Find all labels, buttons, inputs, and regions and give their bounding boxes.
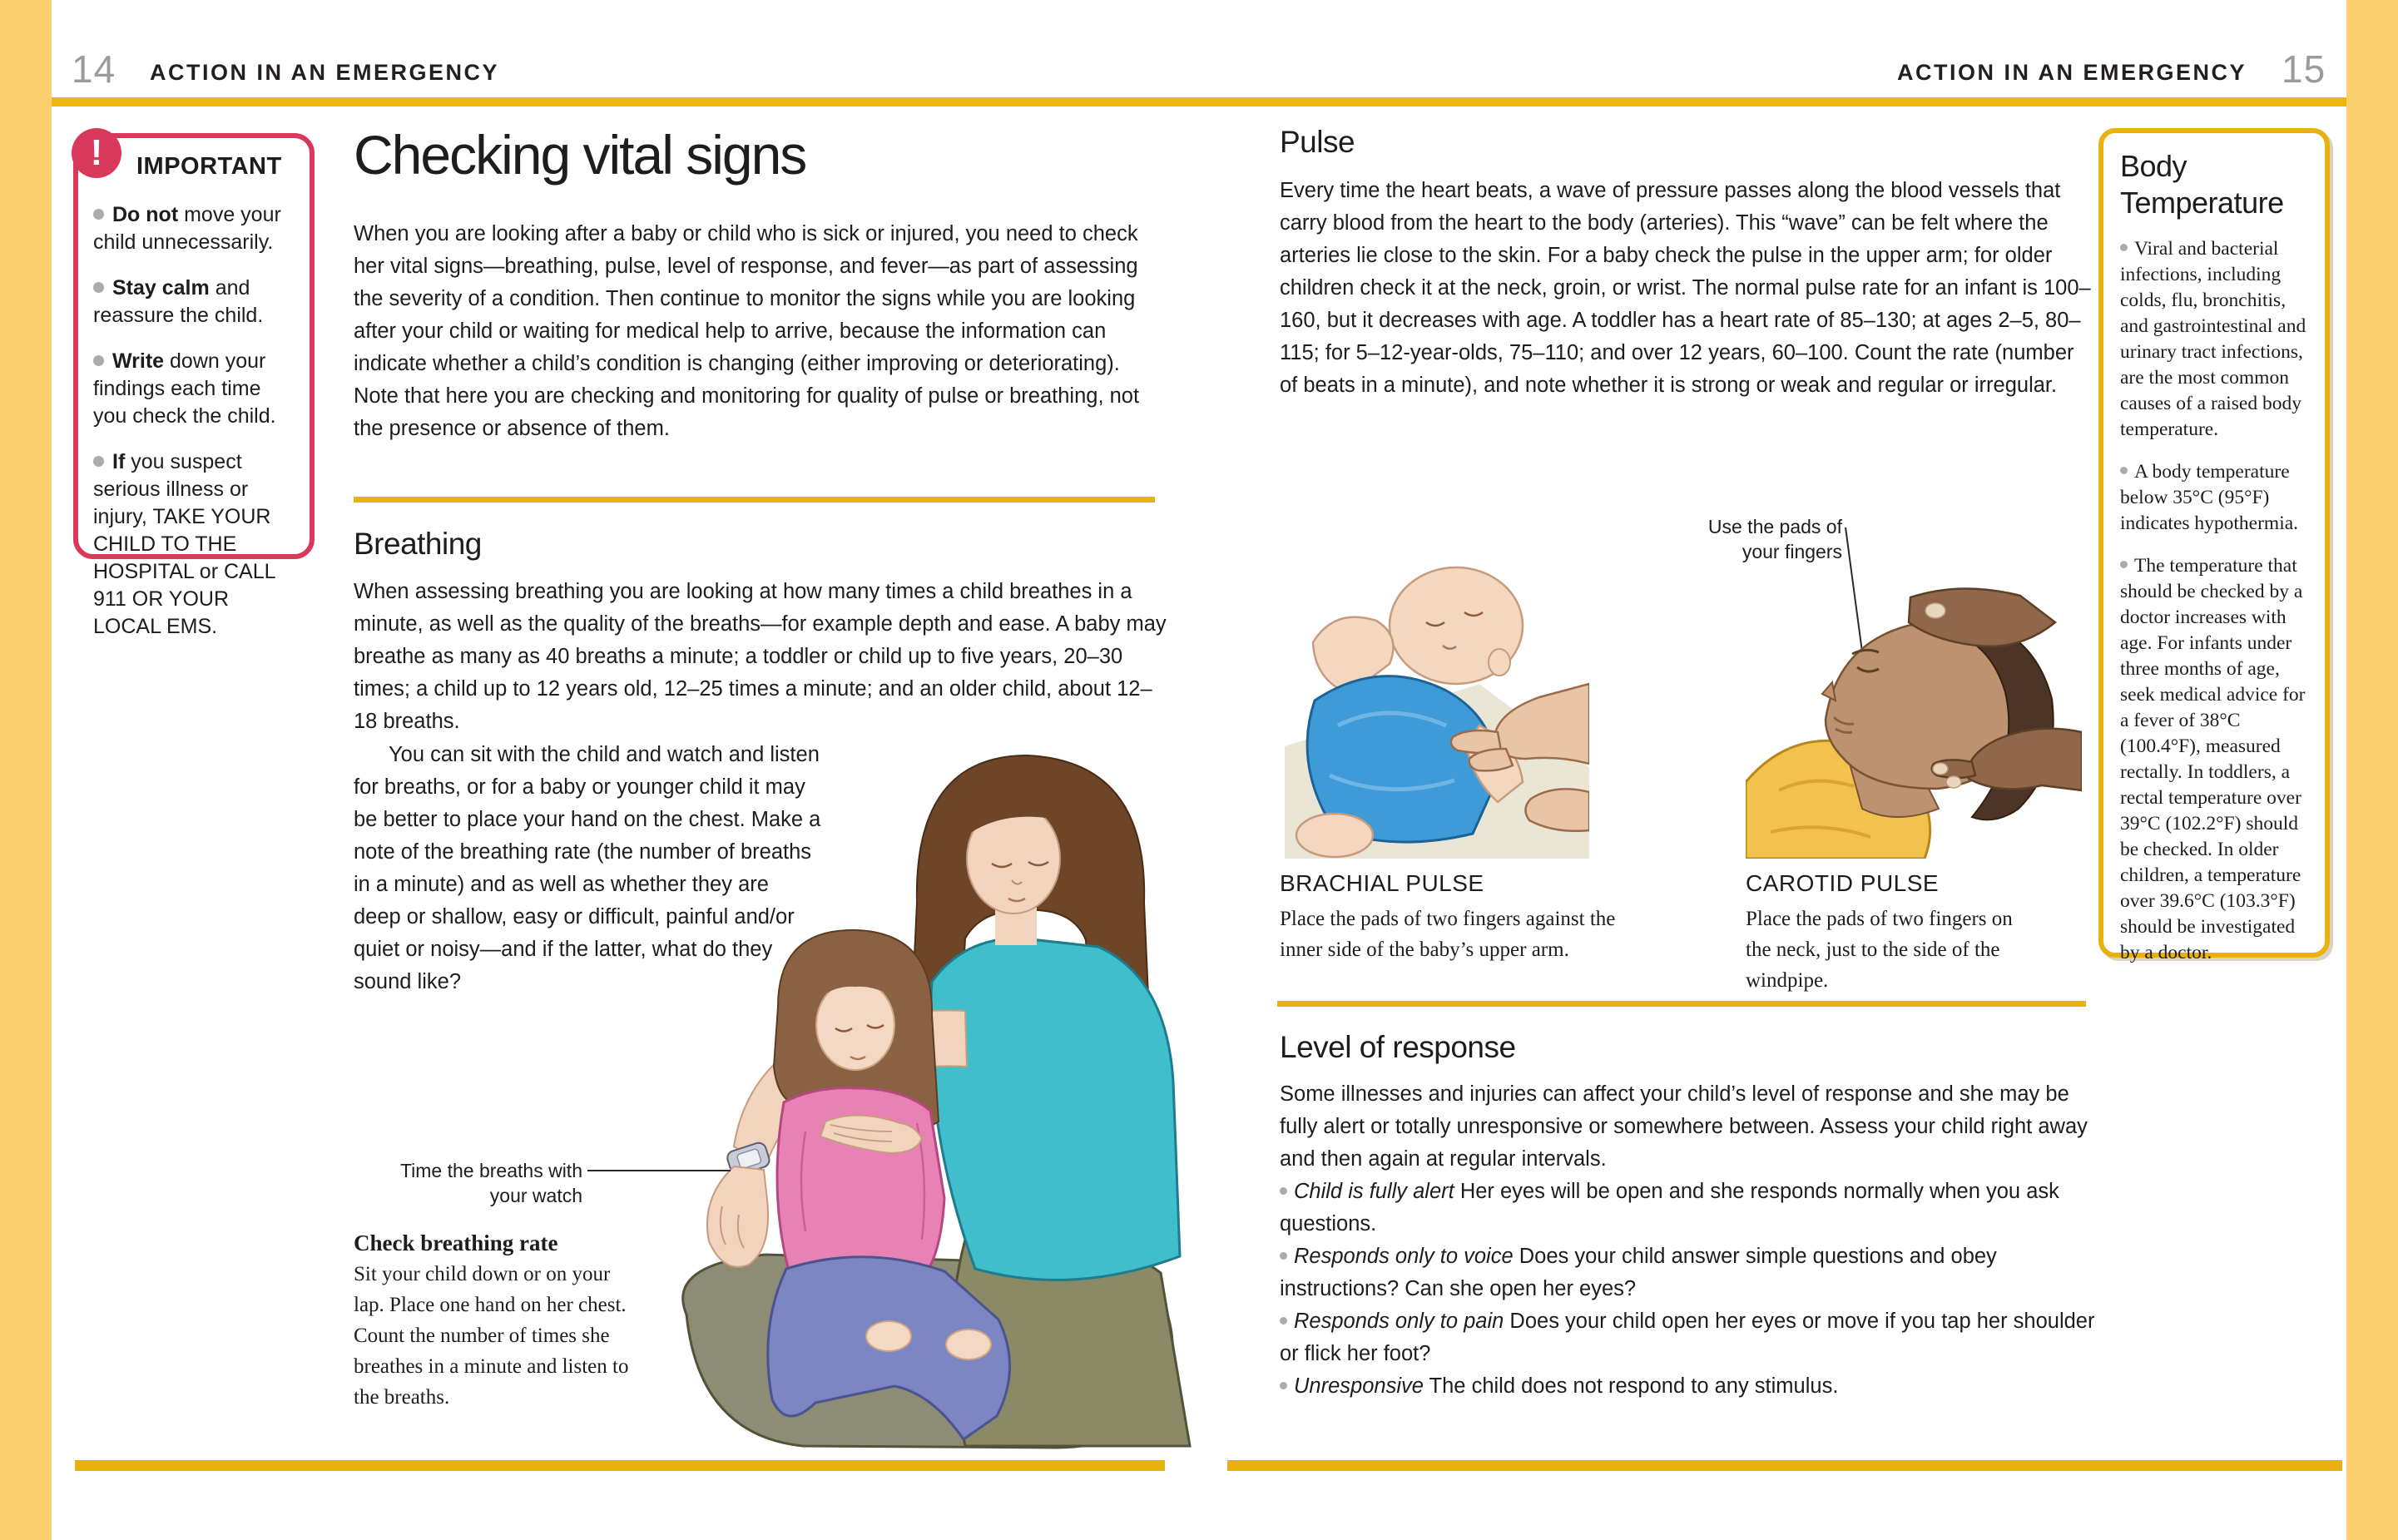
bullet-dot-icon [93, 355, 104, 366]
page-number-left: 14 [72, 47, 116, 91]
right-page-edge-bar [2346, 0, 2398, 1540]
level-of-response-heading: Level of response [1280, 1030, 1516, 1064]
carotid-caption-text: Place the pads of two fingers on the neck, just to the side of the windpipe. [1746, 908, 2013, 992]
carotid-caption-title: CAROTID PULSE [1746, 870, 1940, 896]
bullet-dot-icon [93, 456, 104, 467]
left-page-edge-bar [0, 0, 52, 1540]
important-box [73, 133, 315, 638]
page-number-right: 15 [2282, 47, 2326, 91]
running-head-right: ACTION IN AN EMERGENCY [1896, 60, 2247, 85]
bullet-dot-icon [1280, 1252, 1287, 1260]
bullet-dot-icon [93, 209, 104, 220]
carotid-pulse-figure [1746, 574, 2082, 859]
brachial-caption-text: Place the pads of two fingers against the inner side of the baby’s upper arm. [1280, 908, 1616, 961]
brachial-pulse-illustration [1280, 559, 1589, 859]
bullet-dot-icon [1280, 1382, 1287, 1389]
important-box-title: IMPORTANT [136, 153, 282, 180]
bullet-dot-icon [1280, 1187, 1287, 1195]
level-item: Unresponsive The child does not respond to any stimulus. [1280, 1370, 2102, 1403]
section-rule [354, 497, 1155, 503]
important-item: Write down your findings each time you check the child. [93, 349, 276, 428]
figure-caption-title: Check breathing rate [354, 1231, 558, 1255]
bullet-dot-icon [2120, 244, 2128, 251]
brachial-caption [1280, 870, 1646, 965]
bullet-dot-icon [93, 282, 104, 293]
right-page-bottom-rule [1227, 1460, 2342, 1471]
level-item: Child is fully alert Her eyes will be open and she responds normally when you ask questions. [1280, 1180, 2059, 1235]
intro-paragraph: When you are looking after a baby or child who is sick or injured, you need to check her vital signs—breathing, pulse, level of response, and fever—as part of assessing the severity of a condition. Then continue to monitor the signs while you are looking after your child or waiting for medical help to arrive, because the information can indicate whether a child’s condition is changing (either improving or deteriorating). Note that here you are checking and monitoring for quality of pulse or breathing, not the presence or absence of them. [354, 222, 1140, 440]
level-of-response-block [1280, 1078, 2102, 1403]
breathing-paragraph-2: You can sit with the child and watch and listen for breaths, or for a baby or younger child it may be better to place your hand on the chest. Make a note of the breathing rate (the number of breaths in a minute) and as well as whether they are deep or shallow, easy or difficult, painful and/or quiet or noisy—and if the latter, what do they sound like? [354, 743, 821, 993]
finger-annotation: Use the pads of your fingers [1707, 516, 1842, 562]
body-temperature-heading: Body Temperature [2120, 149, 2284, 220]
watch-annotation: Time the breaths with your watch [399, 1160, 582, 1206]
breathing-figure-caption [354, 1228, 637, 1413]
pulse-heading: Pulse [1280, 125, 1355, 159]
figure-caption-text: Sit your child down or on your lap. Place one hand on her chest. Count the number of times she breathes in a minute and listen to the breaths. [354, 1263, 629, 1409]
carotid-caption [1746, 870, 2037, 996]
carotid-pulse-illustration [1746, 574, 2082, 859]
annotation-leader-line [587, 1170, 731, 1171]
level-intro: Some illnesses and injuries can affect your child’s level of response and she may be fully alert or totally unresponsive or somewhere between. Assess your child right away and then again at regular intervals. [1280, 1082, 2088, 1171]
important-item: Stay calm and reassure the child. [93, 276, 264, 327]
mother-child-illustration [607, 732, 1206, 1458]
body-temperature-box [2098, 128, 2330, 963]
brachial-caption-title: BRACHIAL PULSE [1280, 870, 1484, 896]
important-item: Do not move your child unnecessarily. [93, 203, 281, 254]
bullet-dot-icon [2120, 467, 2128, 474]
brachial-pulse-figure [1280, 559, 1589, 859]
left-page-bottom-rule [75, 1460, 1165, 1471]
header-rule [52, 97, 2346, 106]
body-temperature-item: A body temperature below 35°C (95°F) indicates hypothermia. [2120, 461, 2299, 534]
breathing-heading: Breathing [354, 527, 482, 561]
level-item: Responds only to pain Does your child open her eyes or move if you tap her shoulder or flick her foot? [1280, 1310, 2095, 1365]
body-temperature-item: The temperature that should be checked by a doctor increases with age. For infants under three months of age, seek medical advice for a fever of 38°C (100.4°F), measured rectally. In toddlers, a rectal temperature over 39°C (102.2°F) should be checked. In older children, a temperature over 39.6°C (103.3°F) should be investigated by a doctor. [2120, 555, 2306, 963]
bullet-dot-icon [2120, 561, 2128, 568]
page-title: Checking vital signs [354, 124, 806, 186]
breathing-paragraph-1: When assessing breathing you are looking at how many times a child breathes in a minute, as well as the quality of the breaths—for example depth and ease. A baby may breathe as many as 40 breaths a minute; a toddler or child up to five years, 20–30 times; a child up to 12 years old, 12–25 times a minute; and an older child, about 12–18 breaths. [354, 580, 1167, 733]
mother-child-figure [607, 732, 1206, 1458]
pulse-paragraph: Every time the heart beats, a wave of pressure passes along the blood vessels that carry blood from the heart to the body (arteries). This “wave” can be felt where the arteries lie close to the skin. For a baby check the pulse in the upper arm; for older children check it at the neck, groin, or wrist. The normal pulse rate for an infant is 100–160, but it decreases with age. A toddler has a heart rate of 85–130; at ages 2–5, 80–115; for 5–12-year-olds, 75–110; and over 12 years, 60–100. Count the rate (number of beats in a minute), and note whether it is strong or weak and regular or irregular. [1280, 179, 2091, 397]
running-head-left: ACTION IN AN EMERGENCY [150, 60, 500, 85]
important-item: If you suspect serious illness or injury, TAKE YOUR CHILD TO THE HOSPITAL or CALL 911 OR YOUR LOCAL EMS. [93, 450, 275, 638]
exclamation-icon [72, 128, 121, 178]
body-temperature-item: Viral and bacterial infections, including colds, flu, bronchitis, and gastrointestinal and urinary tract infections, are the most common causes of a raised body temperature. [2120, 238, 2306, 440]
bullet-dot-icon [1280, 1317, 1287, 1325]
level-item: Responds only to voice Does your child answer simple questions and obey instructions? Can she open her eyes? [1280, 1245, 1997, 1300]
section-rule [1277, 1001, 2086, 1007]
